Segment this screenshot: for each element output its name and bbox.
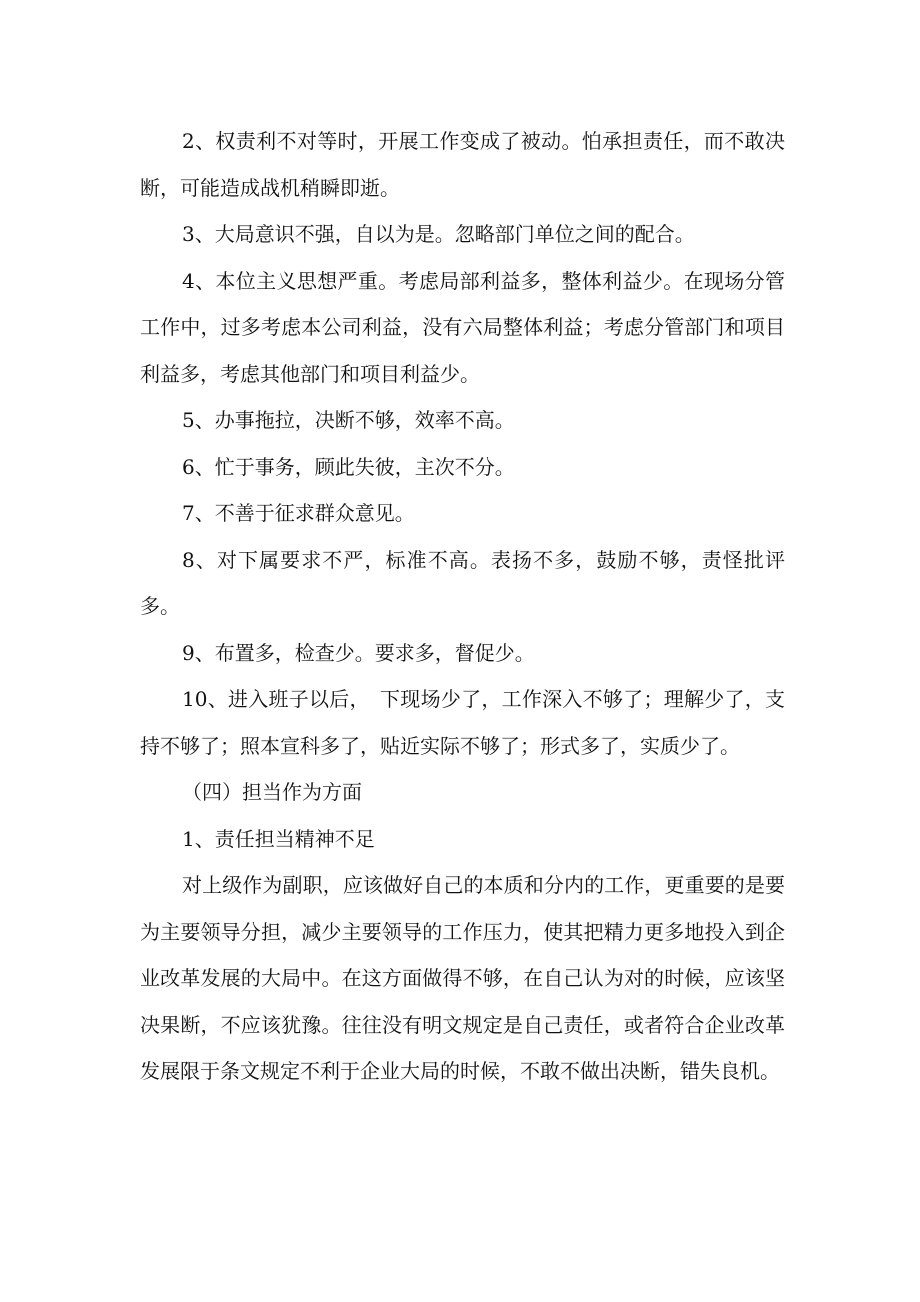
paragraph-item-8: 8、对下属要求不严，标准不高。表扬不多，鼓励不够，责怪批评多。 — [140, 547, 785, 618]
body-paragraph: 对上级作为副职，应该做好自己的本质和分内的工作，更重要的是要为主要领导分担，减少主要领导的工作压力，使其把精力更多地投入到企业改革发展的大局中。在这方面做得不够，在自己认为对的时候，应该坚决果断，不应该犹豫。往往没有明文规定是自己责任，或者符合企业改革发展限于条文规定不利于企业大局的时候，不敢不做出决断，错失良机。 — [140, 873, 785, 1083]
paragraph-item-6: 6、忙于事务，顾此失彼，主次不分。 — [182, 454, 515, 479]
subsection-heading: 1、责任担当精神不足 — [182, 826, 375, 851]
document-body — [140, 118, 785, 1095]
paragraph-item-4: 4、本位主义思想严重。考虑局部利益多，整体利益少。在现场分管工作中，过多考虑本公司利益，没有六局整体利益；考虑分管部门和项目利益多，考虑其他部门和项目利益少。 — [140, 268, 785, 386]
paragraph-item-10: 10、进入班子以后， 下现场少了，工作深入不够了；理解少了，支持不够了；照本宣科多了，贴近实际不够了；形式多了，实质少了。 — [140, 687, 785, 758]
paragraph-item-2: 2、权责利不对等时，开展工作变成了被动。怕承担责任，而不敢决断，可能造成战机稍瞬即逝。 — [140, 129, 785, 200]
paragraph-item-3: 3、大局意识不强，自以为是。忽略部门单位之间的配合。 — [182, 222, 695, 246]
paragraph-item-5: 5、办事拖拉，决断不够，效率不高。 — [182, 408, 515, 432]
paragraph-item-7: 7、不善于征求群众意见。 — [182, 501, 415, 525]
section-heading: （四）担当作为方面 — [182, 780, 362, 804]
paragraph-item-9: 9、布置多，检查少。要求多，督促少。 — [182, 640, 535, 665]
